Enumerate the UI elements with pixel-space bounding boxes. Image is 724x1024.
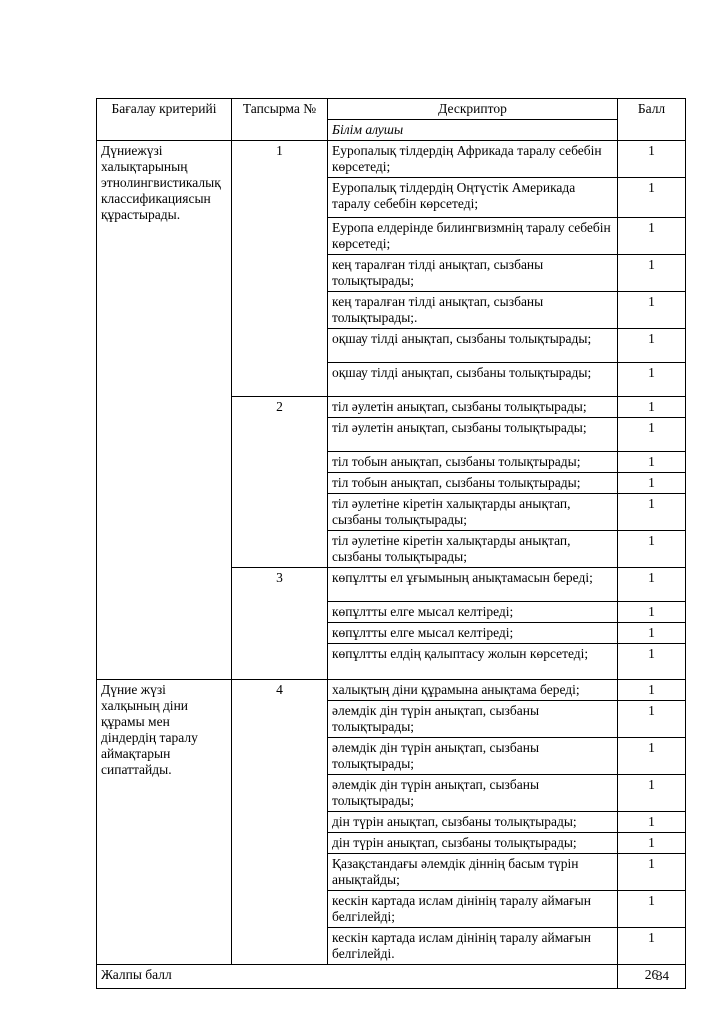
score-cell: 1 [618,494,686,531]
total-value: 26 [618,965,686,989]
descriptor-cell: тіл әулетін анықтап, сызбаны толықтырады; [328,397,618,418]
descriptor-cell: Еуропалық тілдердің Африкада таралу себебін көрсетеді; [328,141,618,178]
header-criterion: Бағалау критерийі [97,99,232,141]
descriptor-cell: тіл әулетіне кіретін халықтарды анықтап, сызбаны толықтырады; [328,494,618,531]
score-cell: 1 [618,292,686,329]
descriptor-cell: әлемдік дін түрін анықтап, сызбаны толықтырады; [328,701,618,738]
descriptor-cell: көпұлтты елдің қалыптасу жолын көрсетеді; [328,644,618,680]
score-cell: 1 [618,680,686,701]
descriptor-cell: халықтың діни құрамына анықтама береді; [328,680,618,701]
descriptor-cell: дін түрін анықтап, сызбаны толықтырады; [328,833,618,854]
score-cell: 1 [618,928,686,965]
descriptor-cell: тіл әулетін анықтап, сызбаны толықтырады; [328,418,618,452]
descriptor-cell: Еуропа елдерінде билингвизмнің таралу себебін көрсетеді; [328,218,618,255]
score-cell: 1 [618,473,686,494]
score-cell: 1 [618,218,686,255]
assessment-table [96,98,686,989]
task-number-cell: 1 [232,141,328,397]
descriptor-cell: кең таралған тілді анықтап, сызбаны толықтырады;. [328,292,618,329]
descriptor-cell: оқшау тілді анықтап, сызбаны толықтырады; [328,329,618,363]
descriptor-cell: тіл тобын анықтап, сызбаны толықтырады; [328,452,618,473]
score-cell: 1 [618,418,686,452]
descriptor-cell: Еуропалық тілдердің Оңтүстік Америкада таралу себебін көрсетеді; [328,178,618,218]
table-row [97,680,686,701]
score-cell: 1 [618,531,686,568]
header-task: Тапсырма № [232,99,328,141]
descriptor-cell: дін түрін анықтап, сызбаны толықтырады; [328,812,618,833]
descriptor-cell: кескін картада ислам дінінің таралу аймағын белгілейді; [328,891,618,928]
descriptor-cell: әлемдік дін түрін анықтап, сызбаны толықтырады; [328,738,618,775]
table-row [97,141,686,178]
score-cell: 1 [618,738,686,775]
descriptor-cell: көпұлтты елге мысал келтіреді; [328,623,618,644]
score-cell: 1 [618,775,686,812]
task-number-cell: 4 [232,680,328,965]
task-number-cell: 2 [232,397,328,568]
descriptor-cell: кең таралған тілді анықтап, сызбаны толықтырады; [328,255,618,292]
score-cell: 1 [618,141,686,178]
descriptor-cell: кескін картада ислам дінінің таралу аймағын белгілейді. [328,928,618,965]
score-cell: 1 [618,329,686,363]
header-score: Балл [618,99,686,141]
score-cell: 1 [618,833,686,854]
criterion-cell: Дүние жүзі халқының діни құрамы мен діндердің таралу аймақтарын сипаттайды. [97,680,232,965]
score-cell: 1 [618,178,686,218]
score-cell: 1 [618,701,686,738]
score-cell: 1 [618,854,686,891]
total-label: Жалпы балл [97,965,618,989]
header-descriptor: Дескриптор [328,99,618,120]
score-cell: 1 [618,452,686,473]
score-cell: 1 [618,397,686,418]
score-cell: 1 [618,255,686,292]
descriptor-cell: әлемдік дін түрін анықтап, сызбаны толықтырады; [328,775,618,812]
score-cell: 1 [618,891,686,928]
score-cell: 1 [618,623,686,644]
descriptor-cell: оқшау тілді анықтап, сызбаны толықтырады; [328,363,618,397]
total-row [97,965,686,989]
score-cell: 1 [618,602,686,623]
header-descriptor-sub: Білім алушы [328,120,618,141]
page-number: 34 [656,968,669,983]
descriptor-cell: Қазақстандағы әлемдік діннің басым түрін анықтайды; [328,854,618,891]
descriptor-cell: көпұлтты ел ұғымының анықтамасын береді; [328,568,618,602]
score-cell: 1 [618,812,686,833]
descriptor-cell: тіл әулетіне кіретін халықтарды анықтап, сызбаны толықтырады; [328,531,618,568]
descriptor-cell: тіл тобын анықтап, сызбаны толықтырады; [328,473,618,494]
score-cell: 1 [618,568,686,602]
task-number-cell: 3 [232,568,328,680]
header-row [97,99,686,120]
score-cell: 1 [618,644,686,680]
score-cell: 1 [618,363,686,397]
criterion-cell: Дүниежүзі халықтарының этнолингвистикалық классификациясын құрастырады. [97,141,232,680]
descriptor-cell: көпұлтты елге мысал келтіреді; [328,602,618,623]
